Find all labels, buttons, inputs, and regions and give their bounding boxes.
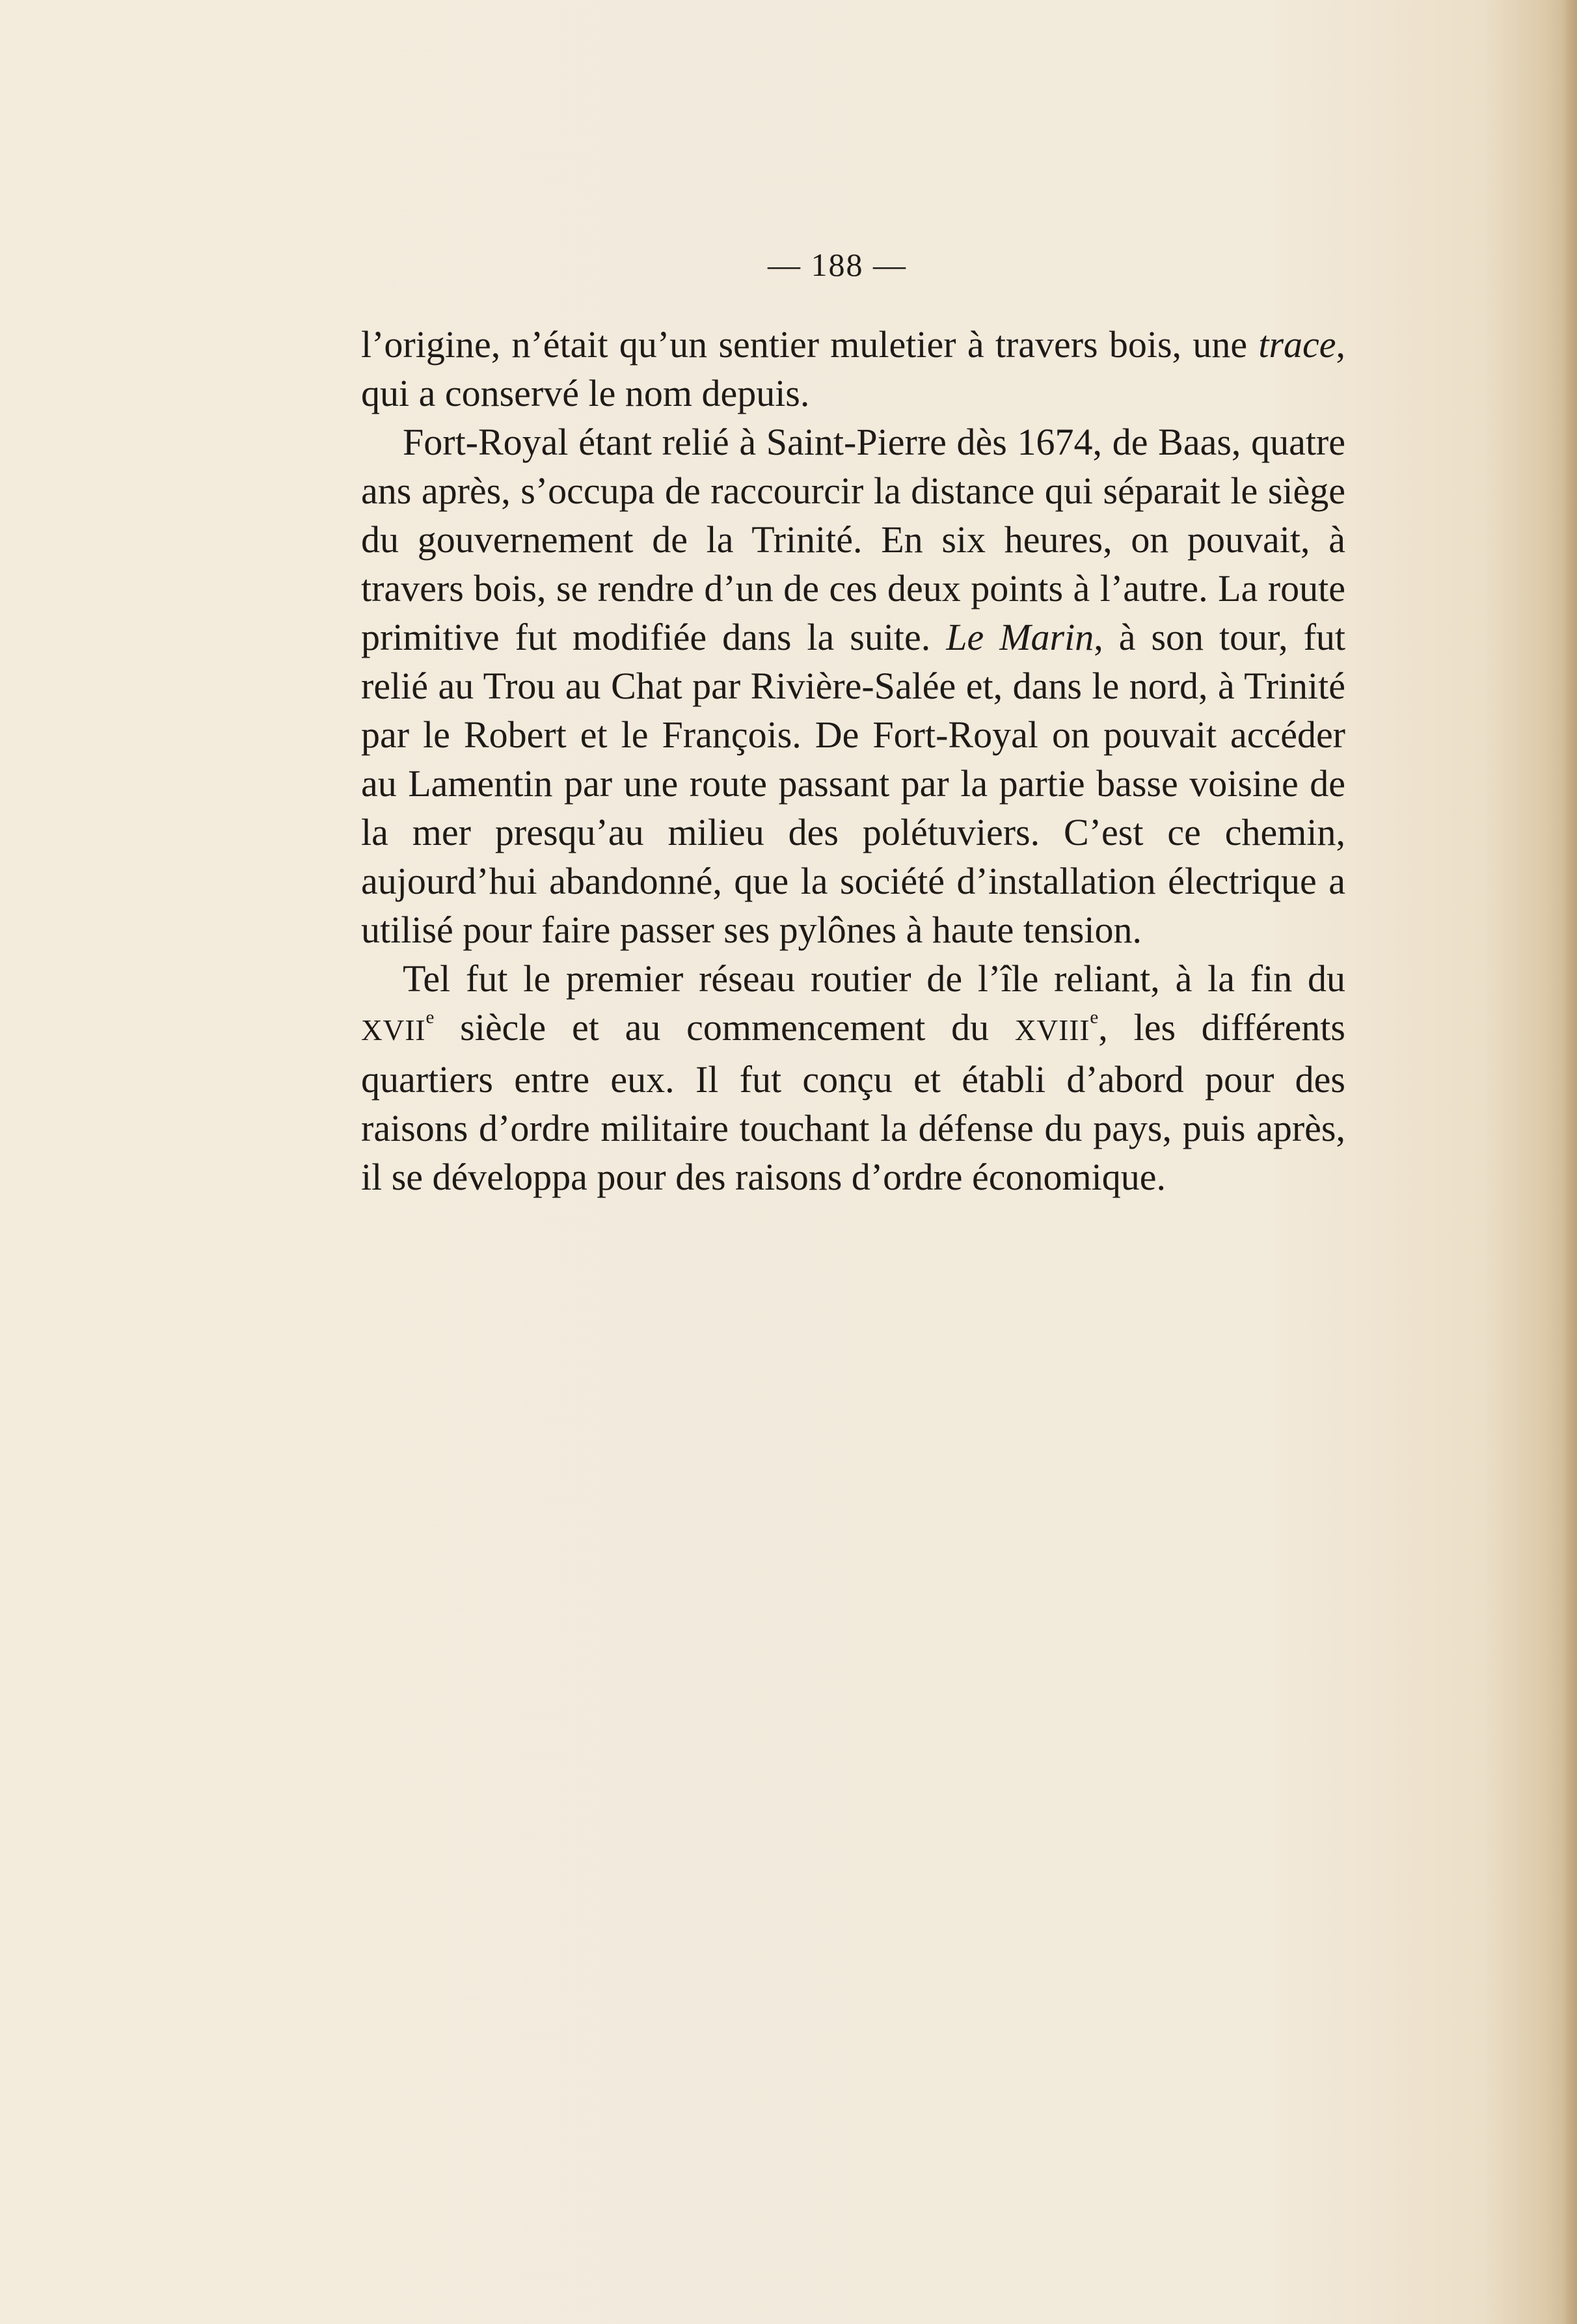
text-segment: Tel fut le premier réseau routier de l’île reliant, à la fin du xyxy=(403,957,1345,1000)
superscript: e xyxy=(1090,1006,1099,1028)
text-segment: , à son tour, fut relié au Trou au Chat par Rivière-Salée et, dans le nord, à Trinité par le Robert et le François. De Fort-Royal on pouvait accéder au Lamentin par une route passant par la partie basse voisine de la mer presqu’au milieu des polétuviers. C’est ce chemin, aujourd’hui abandonné, que la société d’installation électrique a utilisé pour faire passer ses pylônes à haute tension. xyxy=(361,616,1345,951)
body-text xyxy=(361,320,1345,1201)
century-numeral: XVII xyxy=(361,1014,426,1047)
superscript: e xyxy=(425,1006,435,1028)
page-number: — 188 — xyxy=(768,247,907,283)
text-segment: Fort-Royal étant relié à Saint-Pierre dès 1674, de Baas, quatre ans après, s’occupa de raccourcir la distance qui séparait le siège du gouvernement de la Trinité. En six heures, on pouvait, à travers bois, se rendre d’un de ces deux points à l’autre. La route primitive fut modifiée dans la suite. xyxy=(361,421,1345,658)
text-segment: , qui a conservé le nom depuis. xyxy=(361,323,1345,414)
text-segment: siècle et au commencement du xyxy=(434,1006,1015,1048)
italic-place-le-marin: Le Marin xyxy=(946,616,1094,658)
text-segment: l’origine, n’était qu’un sentier muletier à travers bois, une xyxy=(361,323,1259,366)
paragraph-2 xyxy=(361,418,1345,954)
paragraph-3 xyxy=(361,954,1345,1201)
italic-term-trace: trace xyxy=(1258,323,1336,366)
century-numeral: XVIII xyxy=(1014,1014,1090,1047)
text-segment: , les différents quartiers entre eux. Il fut conçu et établi d’abord pour des raisons d’ordre militaire touchant la défense du pays, puis après, il se développa pour des raisons d’ordre économique. xyxy=(361,1006,1345,1198)
page-edge-shadow xyxy=(1563,0,1577,2324)
paragraph-1 xyxy=(361,320,1345,418)
